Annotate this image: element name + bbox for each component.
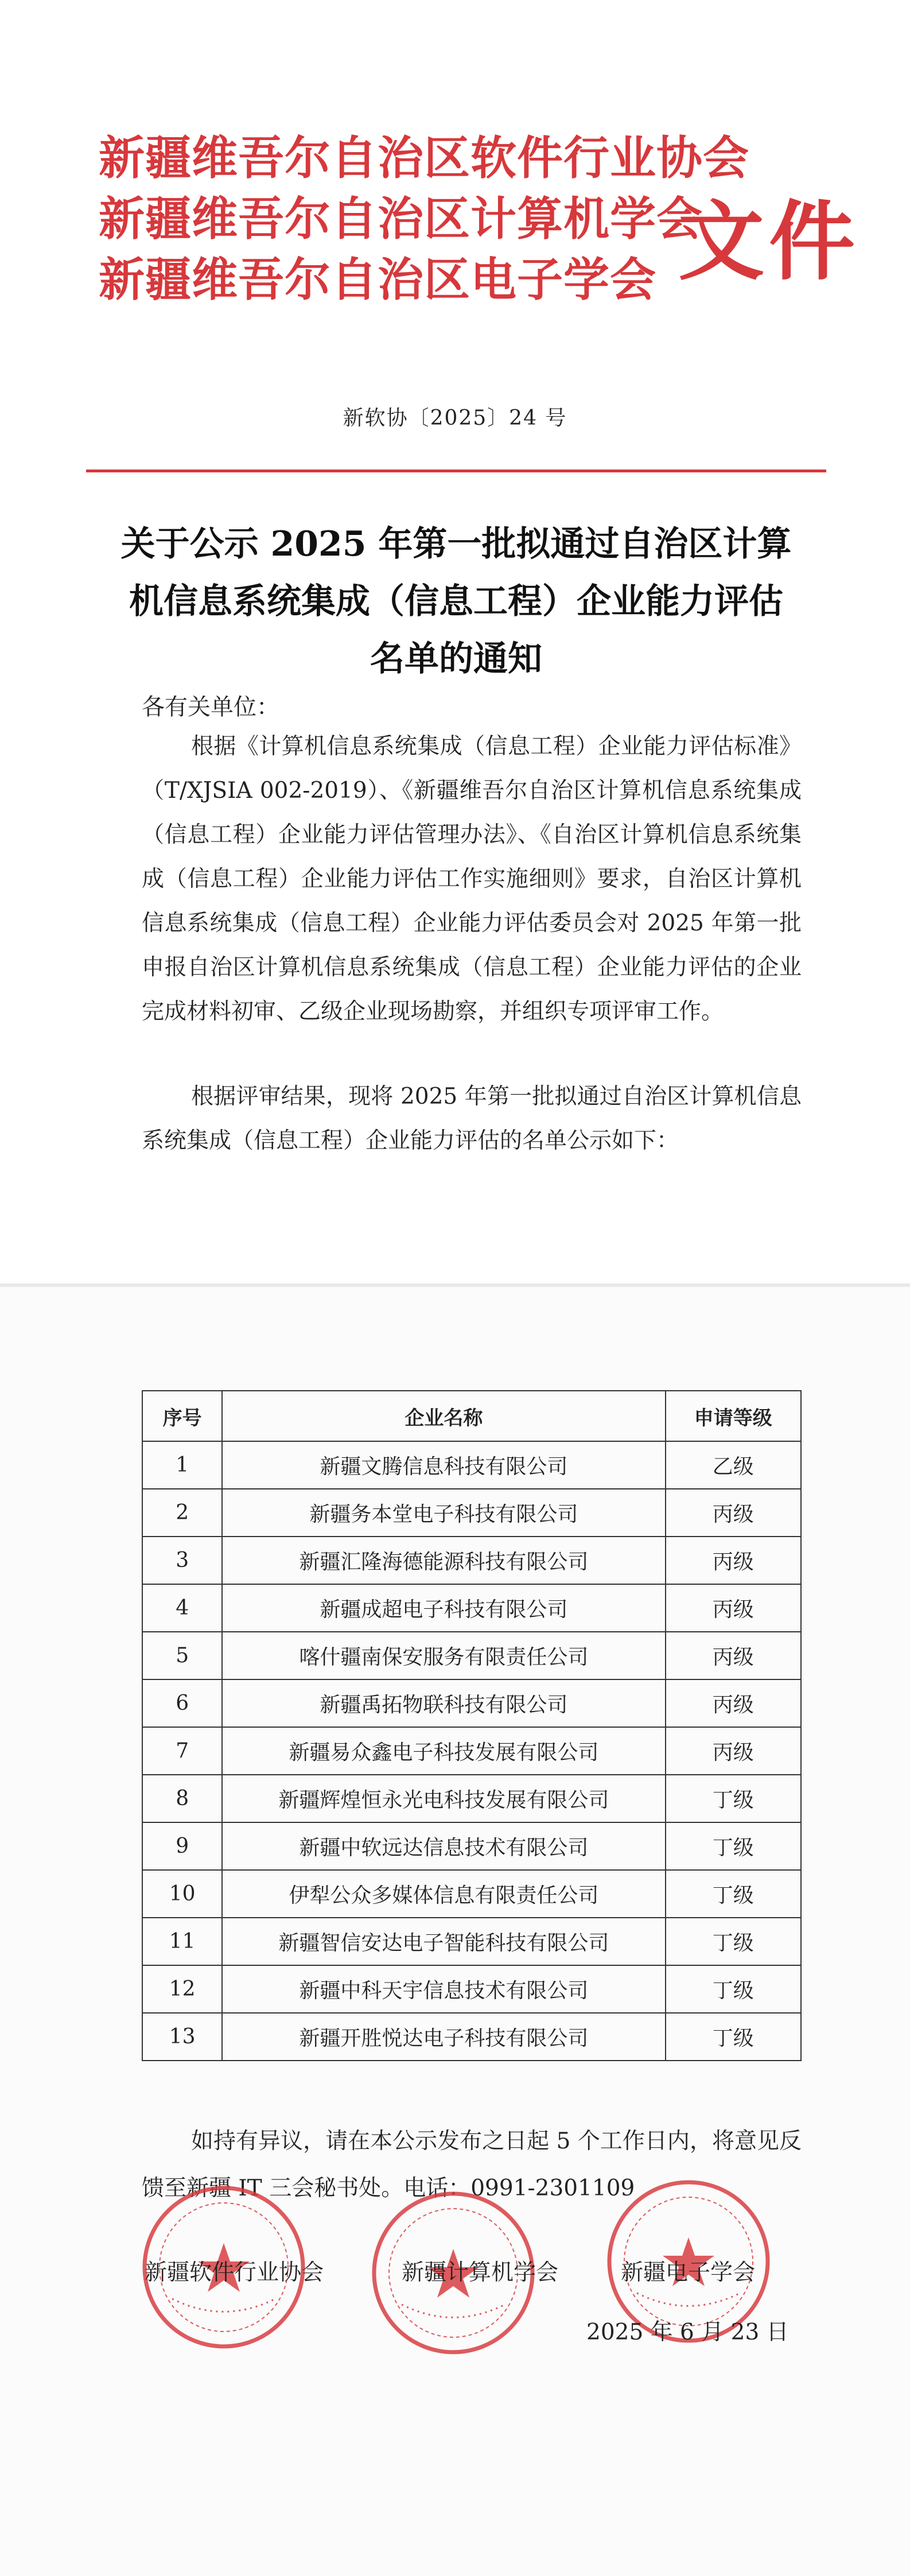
cell-grade: 丁级 [666,1775,801,1822]
signature-computer-society: 新疆计算机学会 [402,2260,559,2286]
cell-serial: 2 [142,1489,222,1537]
table-row [142,1679,801,1727]
header-grade: 申请等级 [666,1391,801,1441]
cell-company: 新疆禹拓物联科技有限公司 [222,1679,665,1727]
cell-serial: 12 [142,1965,222,2013]
org-computer-society: 新疆维吾尔自治区计算机学会 [99,192,703,246]
table-row [142,1441,801,1489]
cell-company: 新疆易众鑫电子科技发展有限公司 [222,1727,665,1775]
cell-grade: 丙级 [666,1537,801,1584]
cell-company: 喀什疆南保安服务有限责任公司 [222,1632,665,1679]
table-row [142,1727,801,1775]
cell-serial: 13 [142,2013,222,2061]
cell-grade: 丁级 [666,1822,801,1870]
cell-serial: 1 [142,1441,222,1489]
cell-grade: 丁级 [666,2013,801,2061]
cell-grade: 丁级 [666,1870,801,1918]
red-divider [86,470,826,472]
cell-grade: 丁级 [666,1918,801,1965]
table-row [142,1632,801,1679]
org-electronics-society: 新疆维吾尔自治区电子学会 [99,253,656,307]
cell-serial: 7 [142,1727,222,1775]
cell-company: 新疆开胜悦达电子科技有限公司 [222,2013,665,2061]
cell-serial: 6 [142,1679,222,1727]
page-separator [0,1283,910,1287]
cell-grade: 丙级 [666,1679,801,1727]
cell-company: 新疆文腾信息科技有限公司 [222,1441,665,1489]
title-line: 关于公示 2025 年第一批拟通过自治区计算 [120,524,792,564]
cell-serial: 3 [142,1537,222,1584]
cell-company: 新疆务本堂电子科技有限公司 [222,1489,665,1537]
cell-serial: 10 [142,1870,222,1918]
header-serial: 序号 [142,1391,222,1441]
body-paragraph-2: 根据评审结果，现将 2025 年第一批拟通过自治区计算机信息系统集成（信息工程）企业能力评估的名单公示如下： [142,1084,802,1154]
title-line: 机信息系统集成（信息工程）企业能力评估 [129,581,783,622]
header-company-name: 企业名称 [222,1391,665,1441]
cell-grade: 乙级 [666,1441,801,1489]
org-software-association: 新疆维吾尔自治区软件行业协会 [99,131,749,185]
table-row [142,1489,801,1537]
cell-serial: 4 [142,1584,222,1632]
cell-grade: 丙级 [666,1632,801,1679]
objection-notice: 如持有异议，请在本公示发布之日起 5 个工作日内，将意见反馈至新疆 IT 三会秘书处。电话：0991-2301109 [142,2128,802,2201]
cell-serial: 11 [142,1918,222,1965]
table-row [142,1775,801,1822]
table-row [142,1870,801,1918]
cell-serial: 5 [142,1632,222,1679]
cell-company: 新疆辉煌恒永光电科技发展有限公司 [222,1775,665,1822]
table-row [142,1965,801,2013]
notice-title [86,515,826,688]
cell-serial: 8 [142,1775,222,1822]
table-row [142,2013,801,2061]
table-row [142,1584,801,1632]
cell-grade: 丙级 [666,1489,801,1537]
table-row [142,1918,801,1965]
body-paragraph-1: 根据《计算机信息系统集成（信息工程）企业能力评估标准》（T/XJSIA 002-2019）、《新疆维吾尔自治区计算机信息系统集成（信息工程）企业能力评估管理办法》、《自治区计算机信息系统集成（信息工程）企业能力评估工作实施细则》要求，自治区计算机信息系统集成（信息工程）企业能力评估委员会对 2025 年第一批申报自治区计算机信息系统集成（信息工程）企业能力评估的企业完成材料初审、乙级企业现场勘察，并组织专项评审工作。 [142,734,802,1025]
cell-company: 新疆汇隆海德能源科技有限公司 [222,1537,665,1584]
signature-software-association: 新疆软件行业协会 [145,2260,324,2286]
cell-grade: 丙级 [666,1584,801,1632]
company-list-table [142,1390,802,2061]
cell-company: 伊犁公众多媒体信息有限责任公司 [222,1870,665,1918]
cell-company: 新疆成超电子科技有限公司 [222,1584,665,1632]
table-header-row [142,1391,801,1441]
cell-grade: 丁级 [666,1965,801,2013]
issue-date: 2025 年 6 月 23 日 [586,2319,789,2345]
letterhead-orgs [99,127,749,310]
title-line: 名单的通知 [370,639,542,679]
cell-grade: 丙级 [666,1727,801,1775]
document-number: 新软协〔2025〕24 号 [343,406,567,430]
salutation: 各有关单位： [142,694,279,720]
cell-company: 新疆中软远达信息技术有限公司 [222,1822,665,1870]
signature-electronics-society: 新疆电子学会 [621,2260,756,2286]
table-row [142,1537,801,1584]
document-word: 文件 [678,191,860,292]
cell-company: 新疆中科天宇信息技术有限公司 [222,1965,665,2013]
table-row [142,1822,801,1870]
cell-serial: 9 [142,1822,222,1870]
cell-company: 新疆智信安达电子智能科技有限公司 [222,1918,665,1965]
